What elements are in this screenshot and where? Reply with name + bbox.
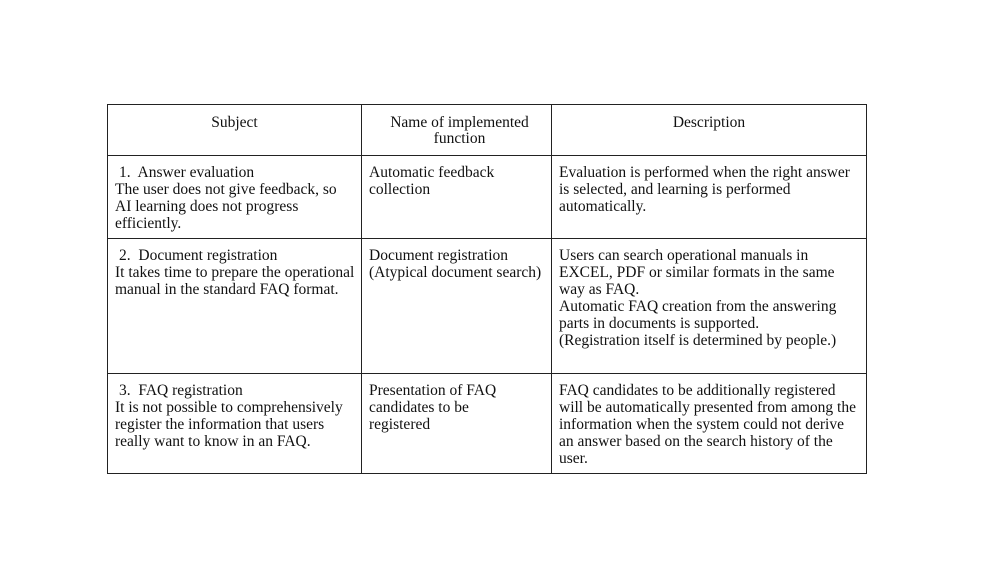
function-name: Document registration (Atypical document search) bbox=[369, 247, 542, 281]
header-description: Description bbox=[552, 105, 867, 156]
row-title: Document registration bbox=[138, 247, 278, 264]
description-cell bbox=[552, 156, 867, 239]
row-issue: The user does not give feedback, so AI learning does not progress efficiently. bbox=[115, 181, 337, 232]
description-text: FAQ candidates to be additionally registered will be automatically presented from among the information when the system could not derive an answer based on the search history of the user. bbox=[559, 382, 856, 467]
description-cell bbox=[552, 239, 867, 374]
function-name: Presentation of FAQ candidates to be registered bbox=[369, 382, 497, 433]
header-row bbox=[108, 105, 867, 156]
function-cell bbox=[362, 156, 552, 239]
table-row bbox=[108, 156, 867, 239]
row-number: 2. bbox=[119, 247, 131, 264]
function-name: Automatic feedback collection bbox=[369, 164, 495, 198]
subject-cell bbox=[108, 374, 362, 474]
table-row bbox=[108, 239, 867, 374]
row-issue: It takes time to prepare the operational manual in the standard FAQ format. bbox=[115, 264, 355, 298]
row-number: 1. bbox=[119, 164, 131, 181]
row-title: FAQ registration bbox=[138, 382, 243, 399]
description-text: Users can search operational manuals in EXCEL, PDF or similar formats in the same way as FAQ. bbox=[559, 247, 835, 298]
table-row bbox=[108, 374, 867, 474]
header-function: Name of implemented function bbox=[362, 105, 552, 156]
description-text: Evaluation is performed when the right answer is selected, and learning is performed automatically. bbox=[559, 164, 850, 215]
description-cell bbox=[552, 374, 867, 474]
row-title: Answer evaluation bbox=[137, 164, 255, 181]
subject-cell bbox=[108, 156, 362, 239]
description-text: (Registration itself is determined by people.) bbox=[559, 332, 837, 349]
function-cell bbox=[362, 239, 552, 374]
function-cell bbox=[362, 374, 552, 474]
subject-cell bbox=[108, 239, 362, 374]
description-text: Automatic FAQ creation from the answering parts in documents is supported. bbox=[559, 298, 837, 332]
row-number: 3. bbox=[119, 382, 131, 399]
row-issue: It is not possible to comprehensively register the information that users really want to know in an FAQ. bbox=[115, 399, 343, 450]
header-subject: Subject bbox=[108, 105, 362, 156]
features-table bbox=[107, 104, 867, 474]
